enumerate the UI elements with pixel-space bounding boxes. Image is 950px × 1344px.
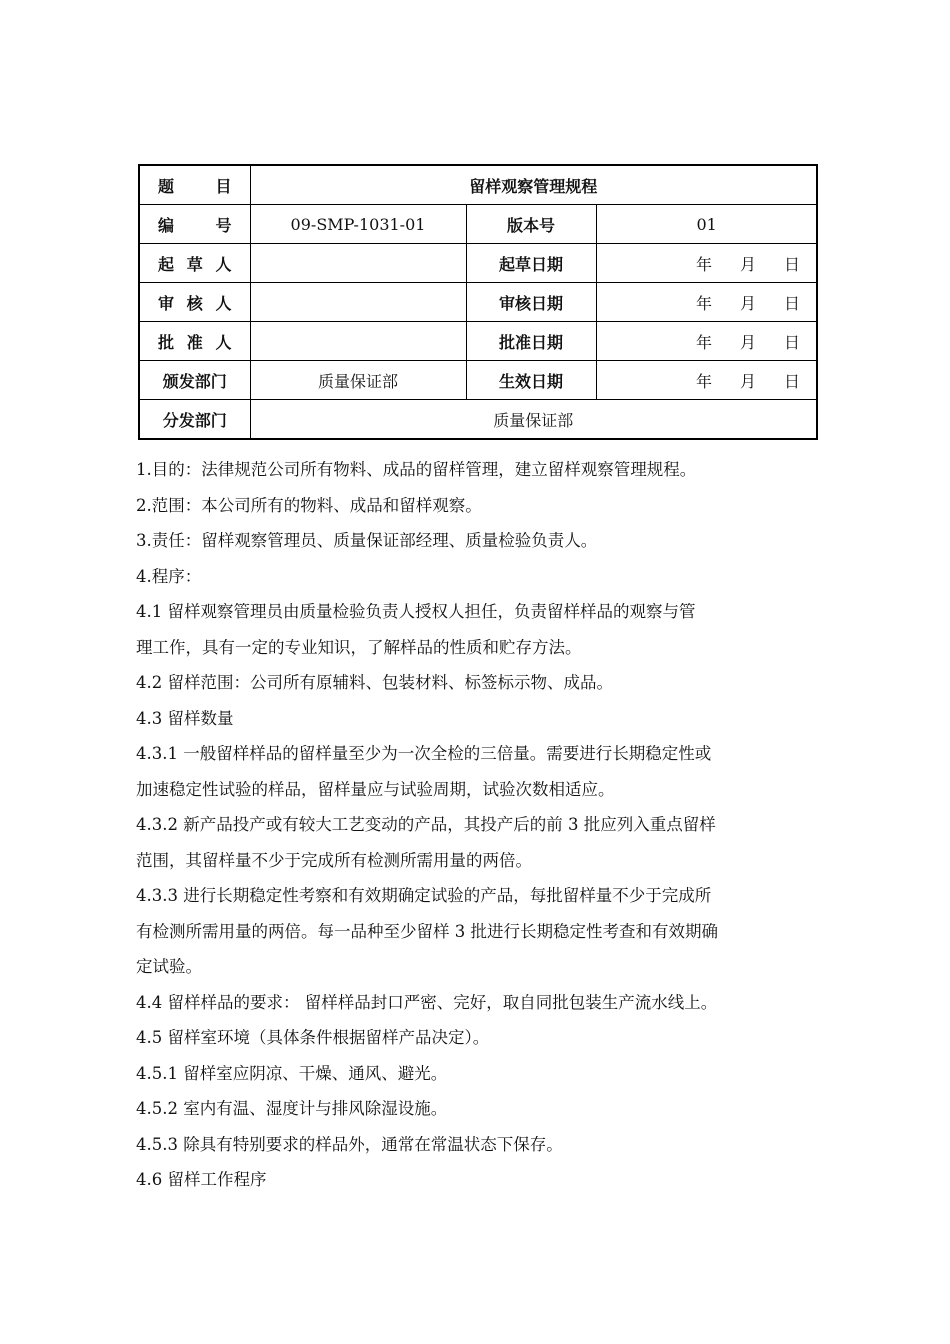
row-issuing [139, 361, 817, 400]
reviewer-value [250, 283, 466, 322]
body-line: 范围，其留样量不少于完成所有检测所需用量的两倍。 [136, 850, 532, 870]
approver-label-char: 人 [215, 332, 232, 352]
number-label-char: 编 [158, 215, 175, 235]
approver-label-char: 准 [186, 332, 203, 352]
number-label [139, 205, 250, 244]
document-title: 留样观察管理规程 [250, 165, 817, 205]
date-year: 年 [695, 332, 712, 352]
issuing-dept-label: 颁发部门 [139, 361, 250, 400]
title-label-char: 目 [215, 176, 232, 196]
body-line: 4.程序： [136, 566, 202, 586]
body-line: 4.5.1 留样室应阴凉、干燥、通风、避光。 [136, 1063, 448, 1083]
body-line: 有检测所需用量的两倍。每一品种至少留样 3 批进行长期稳定性考查和有效期确 [136, 921, 718, 941]
distribution-dept-label: 分发部门 [139, 400, 250, 440]
body-line: 4.3 留样数量 [136, 708, 234, 728]
date-year: 年 [695, 254, 712, 274]
row-distribution [139, 400, 817, 440]
body-line: 2.范围：本公司所有的物料、成品和留样观察。 [136, 495, 482, 515]
date-day: 日 [783, 254, 800, 274]
version-value: 01 [596, 205, 817, 244]
reviewer-label-char: 审 [158, 293, 175, 313]
date-year: 年 [695, 371, 712, 391]
row-number [139, 205, 817, 244]
row-reviewer [139, 283, 817, 322]
number-label-char: 号 [215, 215, 232, 235]
date-month: 月 [739, 371, 756, 391]
body-line: 4.5.3 除具有特别要求的样品外，通常在常温状态下保存。 [136, 1134, 563, 1154]
approve-date-label: 批准日期 [466, 322, 596, 361]
approve-date-value [596, 322, 817, 361]
distribution-dept-value: 质量保证部 [250, 400, 817, 440]
date-day: 日 [783, 332, 800, 352]
body-line: 4.5 留样室环境（具体条件根据留样产品决定）。 [136, 1028, 490, 1047]
body-line: 4.5.2 室内有温、湿度计与排风除湿设施。 [136, 1099, 448, 1118]
drafter-label [139, 244, 250, 283]
draft-date-value [596, 244, 817, 283]
title-label-char: 题 [158, 176, 175, 196]
body-line: 1.目的：法律规范公司所有物料、成品的留样管理，建立留样观察管理规程。 [136, 460, 697, 479]
effective-date-value [596, 361, 817, 400]
date-month: 月 [739, 293, 756, 313]
date-month: 月 [739, 254, 756, 274]
date-year: 年 [695, 293, 712, 313]
title-label [139, 165, 250, 205]
document-number: 09-SMP-1031-01 [250, 205, 466, 244]
reviewer-label-char: 核 [186, 293, 203, 313]
body-line: 3.责任：留样观察管理员、质量保证部经理、质量检验负责人。 [136, 531, 598, 550]
date-day: 日 [783, 293, 800, 313]
approver-value [250, 322, 466, 361]
version-label: 版本号 [466, 205, 596, 244]
body-line: 4.4 留样样品的要求： 留样样品封口严密、完好，取自同批包装生产流水线上。 [136, 992, 718, 1012]
reviewer-label [139, 283, 250, 322]
body-line: 4.3.1 一般留样样品的留样量至少为一次全检的三倍量。需要进行长期稳定性或 [136, 744, 712, 763]
date-day: 日 [783, 371, 800, 391]
drafter-label-char: 起 [158, 254, 175, 274]
date-month: 月 [739, 332, 756, 352]
body-line: 4.3.3 进行长期稳定性考察和有效期确定试验的产品，每批留样量不少于完成所 [136, 886, 712, 905]
body-line: 定试验。 [136, 957, 202, 976]
row-approver [139, 322, 817, 361]
issuing-dept-value: 质量保证部 [250, 361, 466, 400]
drafter-label-char: 草 [186, 254, 203, 274]
body-line: 加速稳定性试验的样品，留样量应与试验周期，试验次数相适应。 [136, 779, 615, 799]
drafter-value [250, 244, 466, 283]
approver-label [139, 322, 250, 361]
review-date-label: 审核日期 [466, 283, 596, 322]
body-line: 4.6 留样工作程序 [136, 1170, 267, 1189]
row-title [139, 165, 817, 205]
document-body [136, 452, 826, 1198]
document-header-table [138, 164, 818, 440]
review-date-value [596, 283, 817, 322]
body-line: 4.3.2 新产品投产或有较大工艺变动的产品，其投产后的前 3 批应列入重点留样 [136, 815, 716, 834]
body-line: 理工作，具有一定的专业知识，了解样品的性质和贮存方法。 [136, 637, 582, 657]
row-drafter [139, 244, 817, 283]
approver-label-char: 批 [158, 332, 175, 352]
body-line: 4.2 留样范围：公司所有原辅料、包装材料、标签标示物、成品。 [136, 673, 613, 692]
body-line: 4.1 留样观察管理员由质量检验负责人授权人担任，负责留样样品的观察与管 [136, 602, 696, 621]
draft-date-label: 起草日期 [466, 244, 596, 283]
effective-date-label: 生效日期 [466, 361, 596, 400]
drafter-label-char: 人 [215, 254, 232, 274]
reviewer-label-char: 人 [215, 293, 232, 313]
